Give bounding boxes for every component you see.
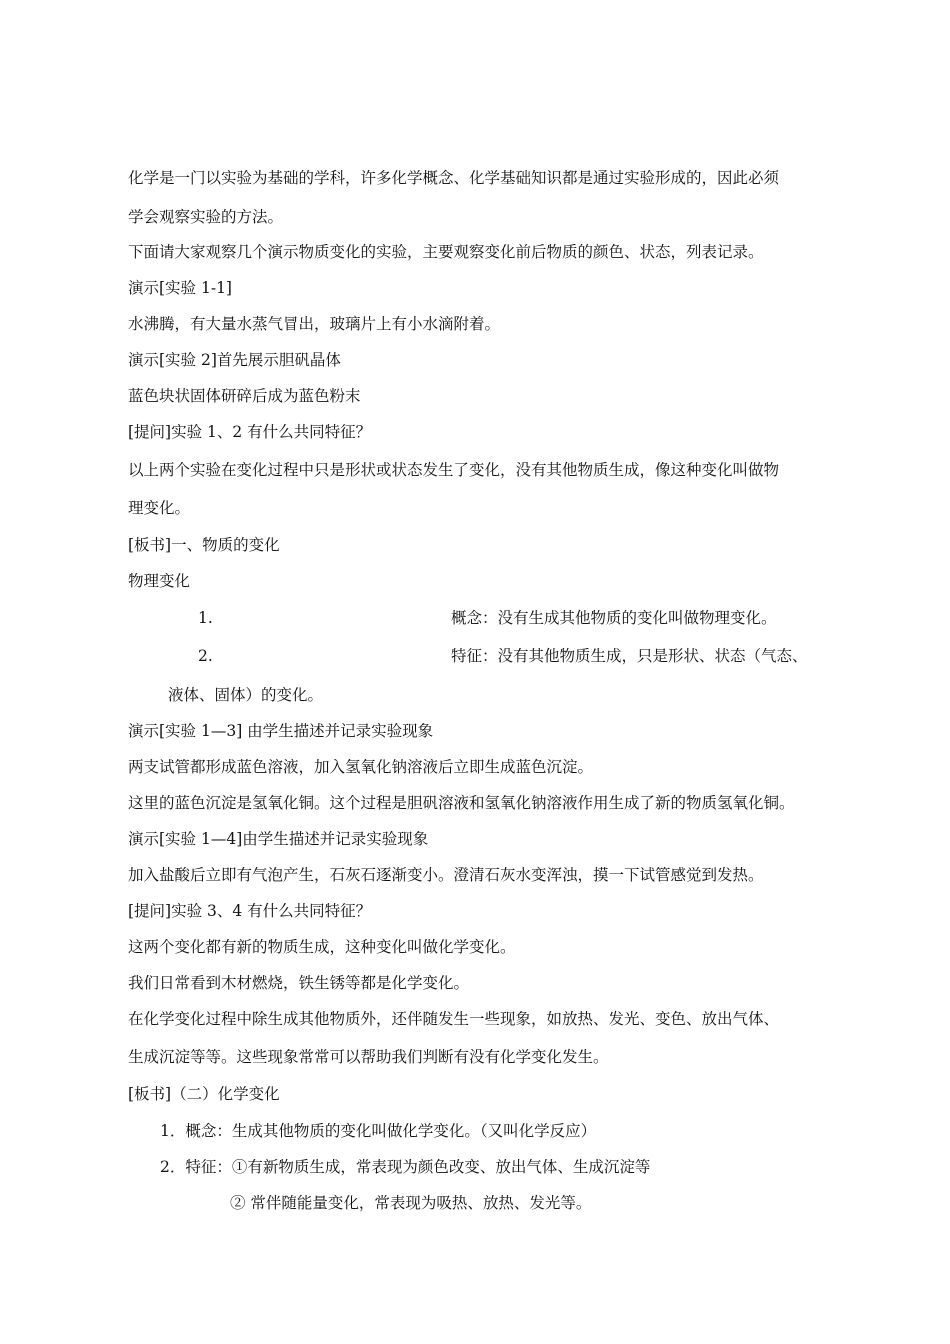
paragraph-line: 这两个变化都有新的物质生成，这种变化叫做化学变化。 bbox=[128, 938, 516, 956]
paragraph-line: 演示[实验 1—4]由学生描述并记录实验现象 bbox=[128, 830, 429, 848]
paragraph-line: 加入盐酸后立即有气泡产生，石灰石逐渐变小。澄清石灰水变浑浊，摸一下试管感觉到发热。 bbox=[128, 866, 764, 884]
paragraph-line: 学会观察实验的方法。 bbox=[128, 208, 284, 226]
paragraph-line: 演示[实验 2]首先展示胆矾晶体 bbox=[128, 351, 341, 369]
chemical-list-item: ② 常伴随能量变化，常表现为吸热、放热、发光等。 bbox=[230, 1194, 592, 1212]
paragraph-line: 下面请大家观察几个演示物质变化的实验，主要观察变化前后物质的颜色、状态，列表记录。 bbox=[128, 243, 764, 261]
list-item-number: 2. bbox=[198, 647, 213, 665]
paragraph-line: 演示[实验 1-1] bbox=[128, 279, 232, 297]
list-item-number: 1. bbox=[198, 609, 213, 627]
list-item-text: 特征：没有其他物质生成，只是形状、状态（气态、 bbox=[451, 647, 808, 665]
paragraph-line: 以上两个实验在变化过程中只是形状或状态发生了变化，没有其他物质生成，像这种变化叫做物 bbox=[128, 461, 780, 479]
chemical-list-item: 1．概念：生成其他物质的变化叫做化学变化。（又叫化学反应） bbox=[160, 1122, 597, 1140]
subsection-heading: 物理变化 bbox=[128, 572, 191, 590]
paragraph-line: [提问]实验 3、4 有什么共同特征？ bbox=[128, 902, 372, 920]
paragraph-line: [提问]实验 1、2 有什么共同特征？ bbox=[128, 423, 372, 441]
paragraph-line: 我们日常看到木材燃烧，铁生锈等都是化学变化。 bbox=[128, 974, 470, 992]
list-item-continuation: 液体、固体）的变化。 bbox=[168, 686, 324, 704]
paragraph-line: 两支试管都形成蓝色溶液，加入氢氧化钠溶液后立即生成蓝色沉淀。 bbox=[128, 758, 594, 776]
list-item-text: 概念：没有生成其他物质的变化叫做物理变化。 bbox=[451, 609, 777, 627]
paragraph-line: 蓝色块状固体研碎后成为蓝色粉末 bbox=[128, 387, 361, 405]
paragraph-line: 演示[实验 1—3] 由学生描述并记录实验现象 bbox=[128, 722, 434, 740]
paragraph-line: 理变化。 bbox=[128, 499, 191, 517]
section-heading: [板书]（二）化学变化 bbox=[128, 1085, 280, 1103]
paragraph-line: 生成沉淀等等。这些现象常常可以帮助我们判断有没有化学变化发生。 bbox=[128, 1048, 609, 1066]
paragraph-line: 水沸腾，有大量水蒸气冒出，玻璃片上有小水滴附着。 bbox=[128, 315, 501, 333]
chemical-list-item: 2．特征：①有新物质生成，常表现为颜色改变、放出气体、生成沉淀等 bbox=[160, 1158, 651, 1176]
section-heading: [板书]一、物质的变化 bbox=[128, 536, 280, 554]
paragraph-line: 化学是一门以实验为基础的学科，许多化学概念、化学基础知识都是通过实验形成的，因此必须 bbox=[128, 169, 780, 187]
paragraph-line: 在化学变化过程中除生成其他物质外，还伴随发生一些现象，如放热、发光、变色、放出气体、 bbox=[128, 1010, 780, 1028]
paragraph-line: 这里的蓝色沉淀是氢氧化铜。这个过程是胆矾溶液和氢氧化钠溶液作用生成了新的物质氢氧化铜。 bbox=[128, 794, 795, 812]
